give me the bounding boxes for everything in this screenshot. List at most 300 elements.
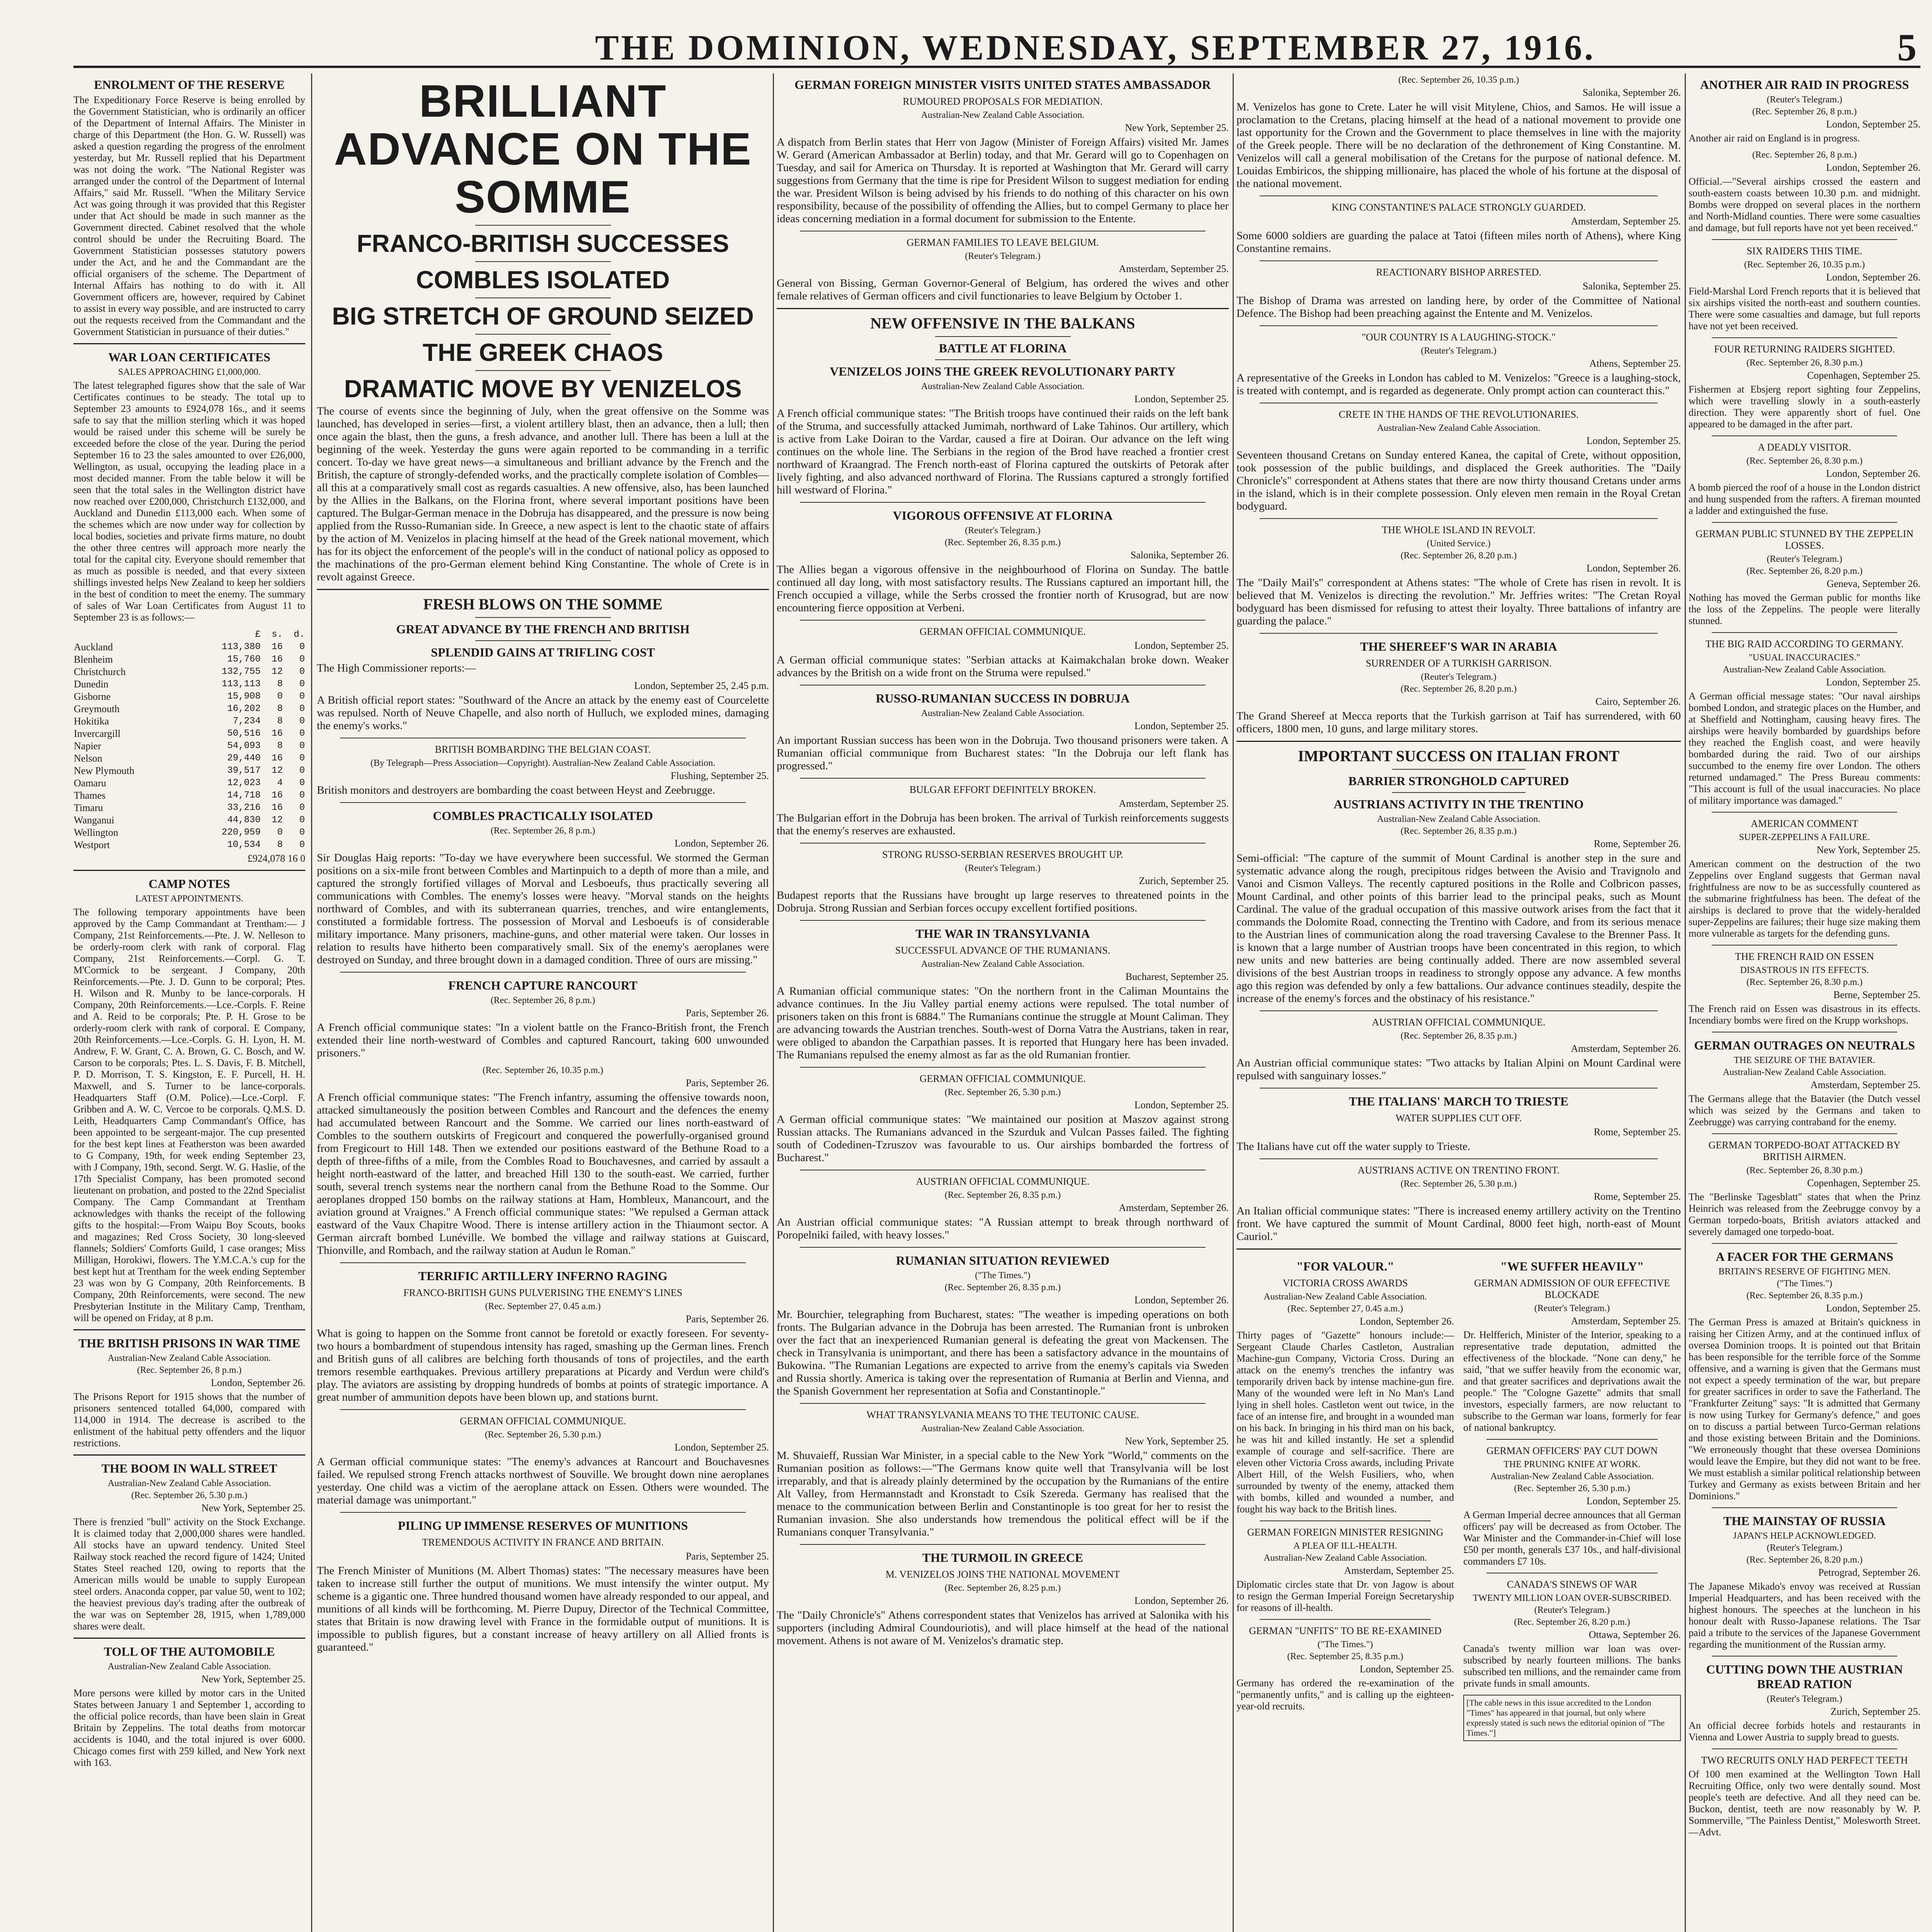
received-time: (Rec. September 26, 8 p.m.): [1752, 150, 1857, 160]
divider: [800, 843, 1206, 844]
article-body: A bomb pierced the roof of a house in the London district and hung suspended from the rafters. A fireman mounted a ladder and extinguished the fuse.: [1689, 482, 1920, 516]
subheadline: JAPAN'S HELP ACKNOWLEDGED.: [1733, 1531, 1876, 1541]
article-body: Field-Marshal Lord French reports that it is believed that six airships visited the north-east and southern counties. There were some casualties and damage, but full reports have not yet been received.: [1689, 286, 1920, 332]
cable-credit: (Reuter's Telegram.): [1767, 1543, 1842, 1553]
headline: "FOR VALOUR.": [1296, 1259, 1395, 1273]
divider: [475, 370, 611, 371]
cable-credit: Australian-New Zealand Cable Association.: [1264, 1292, 1427, 1302]
article-body: Sir Douglas Haig reports: "To-day we have everywhere been successful. We stormed the German positions on a six-mile front between Combles and Martinpuich to a depth of more than a mile, and captured the strongly fortified villages of Morval and Lesboeufs, thus practically severing all communications with Combles. The enemy's losses were heavy. "Morval stands on the heights northward of Combles, and with its subterranean quarries, trenches, and wire entanglements, constituted a formidable fortress. The possession of Morval and Lesboeufs is of considerable military importance. Many prisoners, machine-guns, and other material were taken. Our losses in relation to results have hitherto been comparatively small. Six of the enemy's aeroplanes were destroyed on Sunday, and three brought down in a damaged condition. Three of ours are missing.": [317, 852, 769, 966]
article-body: M. Shuvaieff, Russian War Minister, in a special cable to the New York "World," comments on the Rumanian position as follows:—"The Germans know quite well that Transylvania will be lost irreparably, and that is already plainly determined by the occupation by the Rumanians of the entire Alt Valley, from Hermannstadt and Kronstadt to Csik Szereda. Germany has realised that the menace to the communication between Berlin and Constantinople is too great for her to resist the Rumanian invasion. She also understands how tremendous the political effect will be if the Rumanians conquer Transylvania.": [777, 1449, 1229, 1538]
divider: [800, 502, 1206, 503]
divider: [1712, 239, 1897, 240]
received-time: (Rec. September 26, 5.30 p.m.): [485, 1430, 601, 1440]
article-body: An important Russian success has been won in the Dobruja. Two thousand prisoners were taken. A Rumanian official communique from Bucharest states: "In the Dobruja our left flank has progressed.": [777, 734, 1229, 772]
subheadline: VICTORIA CROSS AWARDS: [1282, 1277, 1408, 1289]
headline: BIG STRETCH OF GROUND SEIZED: [332, 302, 754, 330]
dateline: London, September 26.: [1826, 272, 1920, 283]
dateline: New York, September 25.: [1816, 844, 1920, 855]
divider: [1712, 435, 1897, 436]
divider: [1486, 1439, 1658, 1440]
table-row: New Plymouth 39,517 12 0: [74, 765, 305, 776]
article-body: An official decree forbids hotels and restaurants in Vienna and Lower Austria to supply bread to guests.: [1689, 1720, 1920, 1743]
divider: [317, 589, 769, 590]
received-time: (Rec. September 26, 8.20 p.m.): [1746, 566, 1863, 576]
received-time: (Rec. September 26, 8.20 p.m.): [1514, 1617, 1630, 1627]
divider: [935, 359, 1071, 360]
headline: GERMAN FOREIGN MINISTER RESIGNING: [1247, 1527, 1444, 1538]
headline: REACTIONARY BISHOP ARRESTED.: [1376, 267, 1541, 278]
dateline: Zurich, September 25.: [1139, 875, 1229, 886]
dateline: Rome, September 26.: [1594, 838, 1681, 849]
headline: COMBLES ISOLATED: [416, 266, 670, 294]
column-1: [73, 73, 305, 1932]
headline: COMBLES PRACTICALLY ISOLATED: [433, 809, 653, 823]
divider: [1260, 518, 1658, 519]
dateline: London, September 26.: [1134, 1294, 1229, 1306]
headline: GERMAN OFFICIAL COMMUNIQUE.: [919, 626, 1086, 637]
divider: [1392, 769, 1526, 770]
article-body: A German official message states: "Our naval airships bombed London, and strategic places on the Humber, and at Sheffield and Nottingham, causing heavy fires. The airships were heavily bombarded by guardships before they reached the English coast, and were heavily bombarded during the raid. Two of our airships succumbed to the enemy fire over London. The others returned undamaged." The Press Bureau comments: "This account is full of the usual inaccuracies. No place of military importance was damaged.": [1689, 690, 1920, 806]
dateline: Salonika, September 26.: [1130, 549, 1229, 561]
dateline: New York, September 25.: [1125, 1435, 1229, 1447]
article-body: M. Venizelos has gone to Crete. Later he will visit Mitylene, Chios, and Samos. He will issue a proclamation to the Cretans, placing himself at the head of a national movement to provide one last opportunity for the Crown and the Government to place themselves in line with the majority of the Greek people. There will be no declaration of the dethronement of King Constantine. M. Venizelos will call a general mobilisation of the Cretans for the purpose of national defence. M. Louidas Embiricos, the shipping millionaire, has placed the whole of his fortune at the disposal of the national movement.: [1236, 101, 1681, 190]
advert-body: Of 100 men examined at the Wellington Town Hall Recruiting Office, only two were dentally sound. Most people's teeth are defective. And all they need can be. Buckon, dentist, teeth are now reasonably by W. P. Sommerville, "The Painless Dentist," Molesworth Street.—Advt.: [1689, 1769, 1920, 1838]
divider: [800, 1067, 1206, 1068]
cable-credit: Australian-New Zealand Cable Association.: [921, 110, 1085, 120]
article-body: A German official communique states: "The enemy's advances at Rancourt and Bouchavesnes failed. We repulsed strong French attacks northwest of Souville. We brought down nine aeroplanes yesterday. One child was a victim of the aeroplane attack on Essen. Others were wounded. The material damage was unimportant.": [317, 1456, 769, 1506]
dateline: London, September 25.: [1134, 640, 1229, 651]
column-3: [777, 73, 1229, 1932]
article-body: British monitors and destroyers are bombarding the coast between Heyst and Zeebrugge.: [317, 784, 715, 796]
dateline: Paris, September 25.: [685, 1551, 769, 1562]
column-rule: [1233, 73, 1234, 1932]
headline: GERMAN OUTRAGES ON NEUTRALS: [1694, 1038, 1915, 1052]
headline: CRETE IN THE HANDS OF THE REVOLUTIONARIES.: [1338, 409, 1579, 420]
cable-credit: (Reuter's Telegram.): [1421, 346, 1497, 356]
divider: [1260, 1619, 1431, 1620]
dateline: Rome, September 25.: [1594, 1126, 1681, 1138]
divider: [1712, 1243, 1897, 1244]
article-body: A German Imperial decree announces that all German officers' pay will be decreased as from October. The War Minister and the Commander-in-Chief will lose £50 per month, generals £37 10s., and half-divisional commanders £7 10s.: [1463, 1509, 1681, 1567]
table-row: Oamaru 12,023 4 0: [74, 777, 305, 789]
cable-credit: ("The Times."): [1777, 1279, 1832, 1289]
dateline: London, September 25.: [1826, 677, 1920, 688]
table-row: Auckland 113,380 16 0: [74, 641, 305, 653]
article-body: Official.—"Several airships crossed the eastern and south-eastern coasts between 10.30 p.m. and midnight. Bombs were dropped on several places in the northern and North-Midland counties. There were some casualties and damage, but full reports have not yet been received.": [1689, 176, 1920, 233]
divider: [475, 261, 611, 262]
dateline: Amsterdam, September 26.: [1571, 1043, 1681, 1054]
headline: CAMP NOTES: [148, 877, 230, 891]
headline: ANOTHER AIR RAID IN PROGRESS: [1700, 78, 1909, 92]
headline: THE WHOLE ISLAND IN REVOLT.: [1382, 524, 1536, 536]
dateline: London, September 26.: [674, 838, 769, 849]
subheadline: SALES APPROACHING £1,000,000.: [118, 367, 261, 377]
cable-credit: Australian-New Zealand Cable Association.: [921, 381, 1085, 391]
article-body: A representative of the Greeks in London has cabled to M. Venizelos: "Greece is a laughing-stock, is treated with contempt, and is regarded as degenerate. Only prompt action can counteract this.": [1236, 372, 1681, 397]
subheadline: SUCCESSFUL ADVANCE OF THE RUMANIANS.: [895, 945, 1111, 956]
divider: [1712, 812, 1897, 813]
article-body: The French Minister of Munitions (M. Albert Thomas) states: "The necessary measures have been taken to increase still further the output of munitions. We must intensify the winter output. My scheme is a gigantic one. Three hundred thousand women have already responded to our appeal, and munitions of all kinds will be forthcoming. M. Pierre Dupuy, Director of the Technical Committee, states that Britain is now drawing level with France in the formidable output of munitions. It is impossible to publish figures, but a constant increase of heavy artillery on all Allied fronts is guaranteed.": [317, 1565, 769, 1653]
cable-credit: Australian-New Zealand Cable Association.: [921, 708, 1085, 718]
article-body: A British official report states: "Southward of the Ancre an attack by the enemy east of Courcelette was repulsed. North of Neuve Chapelle, and also north of Hulluch, we exploded mines, damaging the enemy's works.": [317, 694, 769, 732]
divider: [1236, 1248, 1681, 1250]
dateline: Amsterdam, September 25.: [1119, 263, 1229, 274]
column-rule: [773, 73, 774, 1932]
received-time: (Rec. September 27, 0.45 a.m.): [485, 1301, 601, 1311]
dateline: Paris, September 26.: [685, 1313, 769, 1325]
headline: GERMAN OFFICERS' PAY CUT DOWN: [1486, 1445, 1658, 1456]
dateline: London, September 25.: [1586, 435, 1681, 446]
headline: GERMAN PUBLIC STUNNED BY THE ZEPPELIN LOSSES.: [1695, 528, 1914, 551]
headline: RUSSO-RUMANIAN SUCCESS IN DOBRUJA: [876, 691, 1130, 705]
headline: GERMAN "UNFITS" TO BE RE-EXAMINED: [1249, 1625, 1442, 1636]
headline: FRESH BLOWS ON THE SOMME: [423, 595, 663, 613]
article-body: The Japanese Mikado's envoy was received at Russian Imperial Headquarters, and has been received with the highest honours. The speeches at the luncheon in his honour dealt with Russo-Japanese relations. The Tsar paid a tribute to the services of the Japanese Government regarding the munitionment of the Russian army.: [1689, 1581, 1920, 1650]
divider: [800, 778, 1206, 779]
divider: [475, 225, 611, 226]
table-row: Invercargill 50,516 16 0: [74, 728, 305, 739]
article-body: An Austrian official communique states: "A Russian attempt to break through northward of Poropelniki failed, with heavy losses.": [777, 1216, 1229, 1241]
cable-credit: Australian-New Zealand Cable Association.: [1377, 814, 1541, 824]
advert-headline: TWO RECRUITS ONLY HAD PERFECT TEETH: [1701, 1755, 1908, 1766]
table-row: Gisborne 15,908 0 0: [74, 691, 305, 702]
dateline: London, September 26.: [1826, 162, 1920, 173]
received-time: (Rec. September 26, 8 p.m.): [137, 1365, 242, 1375]
divider: [475, 334, 611, 335]
subheadline: FRANCO-BRITISH GUNS PULVERISING THE ENEMY'S LINES: [403, 1287, 682, 1298]
cable-credit: Australian-New Zealand Cable Association.: [1264, 1553, 1427, 1563]
divider: [340, 1262, 746, 1263]
article-body: What is going to happen on the Somme front cannot be foretold or exactly foreseen. For seventy-two hours a bombardment of stupendous intensity has raged, smashing up the German lines. French and British guns of all calibres are belching forth thousands of tons of projectiles, and the earth tremors resemble earthquakes. Previous artillery preparations at Picardy and Verdun were child's play. The aviators are assisting by dropping hundreds of bombs at points of strategic importance. A great number of ammunition depots have been blown up, and stations burnt.: [317, 1327, 769, 1403]
received-time: (Rec. September 26, 8.30 p.m.): [1746, 358, 1863, 368]
cable-credit: (United Service.): [1427, 539, 1491, 549]
table-row: Dunedin 113,113 8 0: [74, 679, 305, 690]
headline: DRAMATIC MOVE BY VENIZELOS: [344, 375, 742, 403]
dateline: Ottawa, September 26.: [1588, 1629, 1681, 1640]
subheadline: M. VENIZELOS JOINS THE NATIONAL MOVEMENT: [885, 1569, 1120, 1580]
dateline: Flushing, September 25.: [670, 770, 769, 781]
article-body: General von Bissing, German Governor-General of Belgium, has ordered the wives and other female relatives of German officers and civil functionaries to leave Belgium by October 1.: [777, 277, 1229, 302]
subheadline: BARRIER STRONGHOLD CAPTURED: [1348, 774, 1569, 788]
cable-credit: Australian-New Zealand Cable Association.: [107, 1662, 271, 1672]
dateline: London, September 26.: [211, 1377, 305, 1388]
dateline: Amsterdam, September 25.: [1571, 216, 1681, 227]
received-time: (Rec. September 26, 8.35 p.m.): [944, 1282, 1061, 1293]
headline: GERMAN FOREIGN MINISTER VISITS UNITED STATES AMBASSADOR: [794, 78, 1211, 92]
article-lead: The High Commissioner reports:—: [317, 662, 476, 674]
divider: [800, 1403, 1206, 1404]
divider: [1260, 260, 1658, 261]
headline: BULGAR EFFORT DEFINITELY BROKEN.: [909, 784, 1096, 795]
cable-credit: (Reuter's Telegram.): [1767, 1694, 1842, 1704]
article-body: The "Berlinske Tagesblatt" states that when the Prinz Heinrich was released from the Zeebrugge convoy by a German torpedo-boats, British aviators attacked and severely damaged one torpedo-boat.: [1689, 1191, 1920, 1237]
article-body: An Austrian official communique states: "Two attacks by Italian Alpini on Mount Cardinal were repulsed with sanguinary losses.": [1236, 1057, 1681, 1082]
headline: THE BRITISH PRISONS IN WAR TIME: [78, 1336, 301, 1350]
article-body: American comment on the destruction of the two Zeppelins over England suggests that German naval frightfulness are now to be as successfully countered as the submarine frightfulness has been. The defeat of the airships is declared to prove that the widely-heralded super-Zeppelins are failures; their huge size making them more vulnerable as targets for the defending guns.: [1689, 858, 1920, 939]
received-time: (Rec. September 26, 5.30 p.m.): [131, 1490, 248, 1500]
table-row: Westport 10,534 8 0: [74, 839, 305, 850]
divider: [73, 870, 305, 871]
article-body: An Italian official communique states: "There is increased enemy artillery activity on the Trentino front. We have captured the summit of Mount Cardinal, 8000 feet high, north-east of Mount Cauriol.": [1236, 1205, 1681, 1243]
headline: STRONG RUSSO-SERBIAN RESERVES BROUGHT UP.: [882, 849, 1123, 860]
headline: THE WAR IN TRANSYLVANIA: [915, 927, 1090, 940]
article-body: The German Press is amazed at Britain's quickness in raising her Citizen Army, and at the continued influx of oversea Dominion troops. It is pointed out that Britain has been responsible for the terrible force of the Somme offensive, and a warning is given that the Germans must not expect a speedy termination of the war, but prepare for greater sacrifices in order to save the Fatherland. The "Frankfurter Zeitung" says: "It is admitted that Germany is now using Turkey for Germany's defence," and goes on to discuss a partial between Turco-German relations and those existing between Britain and the Dominions. "We erroneously thought that these oversea Dominions would leave the Empire, but they did not want to be free. We must establish a similar political relationship between Turkey and Germany as exists between Britain and her Dominions.": [1689, 1316, 1920, 1502]
table-row: Napier 54,093 8 0: [74, 740, 305, 752]
divider: [800, 1247, 1206, 1248]
cable-credit: Australian-New Zealand Cable Association.: [1377, 423, 1541, 433]
subheadline: TREMENDOUS ACTIVITY IN FRANCE AND BRITAIN.: [422, 1537, 664, 1548]
received-time: (Rec. September 26, 5.30 p.m.): [1400, 1179, 1517, 1189]
article-body: The Italians have cut off the water supply to Trieste.: [1236, 1140, 1471, 1153]
subheadline: AUSTRIANS ACTIVITY IN THE TRENTINO: [1333, 797, 1584, 811]
article-body: Budapest reports that the Russians have brought up large reserves to threatened points in the Dobruja. Strong Russian and Serbian forces occupy excellent fortified positions.: [777, 889, 1229, 914]
table-row: Greymouth 16,202 8 0: [74, 703, 305, 714]
cable-credit: (By Telegraph—Press Association—Copyright). Australian-New Zealand Cable Association.: [370, 758, 716, 768]
subcolumn-left: [1236, 1255, 1454, 1741]
cable-credit: ("The Times."): [975, 1270, 1031, 1281]
received-time: (Rec. September 26, 8.25 p.m.): [944, 1583, 1061, 1593]
received-time: (Rec. September 26, 8 p.m.): [1752, 107, 1857, 117]
cable-credit: (Reuter's Telegram.): [1767, 554, 1842, 564]
article-body: A German official communique states: "We maintained our position at Maszov against strong Russian attacks. The Rumanians advanced in the Szurduk and Vulcan Passes failed. The fighting south of Codedinen-Tzruszov was favourable to us. Our airships bombarded the fortress of Bucharest.": [777, 1113, 1229, 1164]
table-row: Thames 14,718 16 0: [74, 790, 305, 801]
table-row: Timaru 33,216 16 0: [74, 802, 305, 813]
page-number: 5: [1897, 26, 1917, 69]
received-time: (Rec. September 26, 8.20 p.m.): [1400, 551, 1517, 561]
dateline: Paris, September 26.: [685, 1077, 769, 1088]
subheadline: SPLENDID GAINS AT TRIFLING COST: [431, 645, 655, 659]
cable-credit: Australian-New Zealand Cable Association.: [107, 1478, 271, 1488]
dateline: London, September 26.: [1826, 468, 1920, 479]
dateline: London, September 25.: [674, 1442, 769, 1453]
subheadline: BRITAIN'S RESERVE OF FIGHTING MEN.: [1718, 1267, 1891, 1277]
cable-credit: Australian-New Zealand Cable Association.: [1723, 665, 1886, 675]
divider: [1260, 1158, 1658, 1159]
column-4: [1236, 73, 1681, 1932]
cable-credit: Australian-New Zealand Cable Association.: [921, 1423, 1085, 1434]
divider: [1712, 337, 1897, 338]
headline: THE BIG RAID ACCORDING TO GERMANY.: [1705, 638, 1904, 650]
dateline: London, September 25, 2.45 p.m.: [634, 680, 769, 691]
received-time: (Rec. September 26, 8.35 p.m.): [1400, 826, 1517, 836]
dateline: Petrograd, September 26.: [1818, 1567, 1920, 1578]
received-time: (Rec. September 26, 8.20 p.m.): [1400, 684, 1517, 694]
headline: GERMAN FAMILIES TO LEAVE BELGIUM.: [906, 237, 1099, 248]
cable-credit: (Reuter's Telegram.): [1534, 1605, 1610, 1615]
dateline: London, September 25.: [1134, 393, 1229, 405]
subheadline: GERMAN ADMISSION OF OUR EFFECTIVE BLOCKADE: [1474, 1277, 1670, 1300]
headline: THE ITALIANS' MARCH TO TRIESTE: [1349, 1094, 1569, 1108]
headline: THE SHEREEF'S WAR IN ARABIA: [1360, 639, 1557, 653]
table-row: Christchurch 132,755 12 0: [74, 666, 305, 677]
article-body: Thirty pages of "Gazette" honours include:— Sergeant Claude Charles Castleton, Australian Machine-gun Company, Victoria Cross. During an attack on the enemy's trenches the infantry was temporarily driven back by intense machine-gun fire. Many of the wounded were left in No Man's Land lying in shell holes. Castleton went out twice, in the face of an intense fire, and brought in a wounded man on his back. In bringing in his third man on his back, he was hit and killed instantly. He set a splendid example of courage and self-sacrifice. There are eleven other Victoria Cross awards, including Private Albert Hill, of the Welsh Fusiliers, who, when surrounded by twenty of the enemy, attacked them with bombs, killed and wounded a number, and fought his way back to the British lines.: [1236, 1330, 1454, 1515]
divider: [1712, 945, 1897, 946]
headline: "OUR COUNTRY IS A LAUGHING-STOCK.": [1362, 332, 1556, 343]
dateline: New York, September 25.: [1125, 122, 1229, 133]
cable-credit: Australian-New Zealand Cable Association.: [1490, 1471, 1654, 1481]
subheadline: THE SEIZURE OF THE BATAVIER.: [1734, 1055, 1875, 1065]
received-time: (Rec. September 26, 10.35 p.m.): [1744, 260, 1865, 270]
article-body: The French raid on Essen was disastrous in its effects. Incendiary bombs were fired on the Krupp workshops.: [1689, 1003, 1920, 1026]
column-5: [1689, 73, 1920, 1932]
dateline: Amsterdam, September 25.: [1344, 1565, 1454, 1576]
headline: RUMANIAN SITUATION REVIEWED: [896, 1253, 1110, 1267]
divider: [1260, 1520, 1431, 1521]
dateline: New York, September 25.: [201, 1673, 305, 1685]
subheadline: WATER SUPPLIES CUT OFF.: [1395, 1112, 1522, 1124]
divider: [1392, 792, 1526, 793]
table-header: £ s. d.: [255, 629, 305, 640]
divider: [340, 1512, 746, 1513]
dateline: Amsterdam, September 25.: [1119, 798, 1229, 809]
headline: WHAT TRANSYLVANIA MEANS TO THE TEUTONIC CAUSE.: [866, 1409, 1139, 1420]
dateline: Rome, September 25.: [1594, 1191, 1681, 1202]
subcolumn-right: [1463, 1255, 1681, 1741]
divider: [1260, 633, 1658, 634]
divider: [1260, 325, 1658, 326]
headline: A DEADLY VISITOR.: [1758, 442, 1851, 453]
divider: [1236, 741, 1681, 742]
received-time: (Rec. September 26, 8.35 p.m.): [1400, 1031, 1517, 1041]
received-time: (Rec. September 27, 0.45 a.m.): [1287, 1304, 1403, 1314]
dateline: Copenhagen, September 25.: [1807, 1177, 1920, 1189]
divider: [475, 640, 611, 641]
dateline: London, September 25.: [1134, 720, 1229, 731]
dateline: Salonika, September 26.: [1582, 87, 1681, 98]
divider: [340, 1409, 746, 1410]
table-row: Wellington 220,959 0 0: [74, 827, 305, 838]
article-body: The Bishop of Drama was arrested on landing here, by order of the Committee of National Defence. The Bishop had been preaching against the Entente and M. Venizelos.: [1236, 294, 1681, 320]
subheadline: GREAT ADVANCE BY THE FRENCH AND BRITISH: [396, 622, 690, 636]
dateline: Zurich, September 25.: [1830, 1706, 1920, 1717]
table-row: Blenheim 15,760 16 0: [74, 654, 305, 665]
masthead: [73, 15, 1920, 68]
subheadline: LATEST APPOINTMENTS.: [135, 894, 243, 904]
dateline: Amsterdam, September 26.: [1119, 1202, 1229, 1213]
article-body: The "Daily Chronicle's" Athens correspondent states that Venizelos has arrived at Salonika with his supporters (including Admiral Coundouriotis), and will place himself at the head of the national movement. Athens is not aware of M. Venizelos's dramatic step.: [777, 1609, 1229, 1647]
headline: GERMAN OFFICIAL COMMUNIQUE.: [919, 1073, 1086, 1084]
article-body: Canada's twenty million war loan was over-subscribed by nearly fourteen millions. The banks subscribed ten millions, and the remainder came from private funds in small amounts.: [1463, 1643, 1681, 1689]
cable-credit: (Reuter's Telegram.): [1421, 672, 1497, 682]
divider: [1260, 1010, 1658, 1011]
received-time: (Rec. September 26, 8.35 p.m.): [1746, 1291, 1863, 1301]
article-body: The Prisons Report for 1915 shows that the number of prisoners sentenced totalled 64,000, compared with 114,000 in 1914. The decrease is ascribed to the enlistment of the habitual petty offenders and the liquor restrictions.: [73, 1391, 305, 1449]
divider: [340, 972, 746, 973]
headline: A FACER FOR THE GERMANS: [1716, 1250, 1893, 1264]
table-row: Hokitika 7,234 8 0: [74, 716, 305, 727]
divider: [777, 308, 1229, 309]
main-headline: BRILLIANT ADVANCE ON THE SOMME: [334, 76, 752, 223]
article-body: Nothing has moved the German public for months like the loss of the Zeppelins. The people were literally stunned.: [1689, 592, 1920, 626]
article-body: The Expeditionary Force Reserve is being enrolled by the Government Statistician, who is ordinarily an officer of the Department of Internal Affairs. The Minister in charge of this Department (the Hon. G. W. Russell) was asked a question regarding the progress of the enrolment yesterday, but Mr. Russell replied that his Department was not doing the work. "The National Register was arranged under the control of the Department of Internal Affairs," said Mr. Russell. "When the Military Service Act was going through it was provided that this Register under that Act should be made in such manner as the Government directed. Cabinet resolved that the whole control should be under the Recruiting Board. The Government Statistician possesses statutory powers under the Act, and he and the Commandant are the official organisers of the scheme. The Department of Internal Affairs has nothing to do with it. All Government officers are, however, required by Cabinet to assist in every way possible, and are instructed to carry out the requests received from the Commandant and the Government Statistician in pursuance of their duties.": [73, 94, 305, 337]
article-body: More persons were killed by motor cars in the United States between January 1 and September 1, according to the official police records, than have been slain in Great Britain by Zeppelins. The total deaths from motorcar accidents is 1040, and the total injured is over 6000. Chicago comes first with 259 killed, and New York next with 163.: [73, 1687, 305, 1768]
divider: [475, 617, 611, 618]
table-row: Nelson 29,440 16 0: [74, 753, 305, 764]
article-body: The "Daily Mail's" correspondent at Athens states: "The whole of Crete has risen in revolt. It is believed that M. Venizelos is directing the revolution." Mr. Jeffries writes: "The Cretan Royal bodyguard has been dismissed for refusing to attest their loyalty. Three battalions of infantry are guarding the palace.": [1236, 577, 1681, 627]
split-section: [1236, 1255, 1681, 1741]
article-body: Semi-official: "The capture of the summit of Mount Cardinal is another step in the sure and systematic advance along the rough, precipitous ridges between the Avisio and Travignolo and Vanoi and Cismon Valleys. The recently captured positions in the Rolle and Colbricon passes, Mount Cardinal, and other points of this barrier lead to the principal peaks, such as Mount Cardinal. The value of the gradual occupation of this massive outwork arises from the fact that it commands the Dolomite Road, connecting the Trentino with Cadore, and from its serious menace to the Austrian lines of communication along the road traversing Cavalese to the Brenner Pass. It is known that a large number of Austrian troops have been concentrated in this region, to which new units and new batteries are being continually added. There are now assembled several divisions of the best Austrian troops in readiness to strongly oppose any advance. A few months ago this region was defended by only a few battalions. Our advance continues steadily, despite the increase of the enemy's forces and the obstinacy of his resistance.": [1236, 852, 1681, 1005]
table-row: Wanganui 44,830 12 0: [74, 815, 305, 826]
dateline: Paris, September 26.: [685, 1007, 769, 1019]
received-time: (Rec. September 26, 8.30 p.m.): [1746, 456, 1863, 466]
headline: GERMAN OFFICIAL COMMUNIQUE.: [459, 1415, 626, 1427]
headline: BRITISH BOMBARDING THE BELGIAN COAST.: [435, 744, 651, 755]
received-time: (Rec. September 26, 8.20 p.m.): [1746, 1555, 1863, 1565]
cable-credit: Australian-New Zealand Cable Association.: [921, 959, 1085, 969]
article-body: The course of events since the beginning of July, when the great offensive on the Somme was launched, has developed in series—first, a violent artillery blast, then an advance, then a lull; then once again the blast, then the guns, a fresh advance, and another lull. There has been a lull at the beginning of the week. Yesterday the guns were again reported to be commanding in a terrific concert. To-day we have great news—a simultaneous and brilliant advance by the French and the British, the capture of strongly-defended works, and the practically complete isolation of Combles—all this at a comparatively small cost as regards casualties. A new offensive, also, has been launched by the Allies in the Balkans, on the Florina front, where several important positions have been captured. The Bulgar-German menace in the Dobruja has disappeared, and the pressure is now being applied from the Russo-Rumanian side. In Greece, a new aspect is lent to the chaotic state of affairs by the action of M. Venizelos in placing himself at the head of the Greek national movement, which has for its object the enforcement of the people's will in the conduct of national policy as opposed to the machinations of the pro-German element behind King Constantine. The whole of Crete is in revolt against Greece.: [317, 405, 769, 583]
dateline: London, September 25.: [1826, 1303, 1920, 1314]
divider: [73, 343, 305, 344]
article-body: A dispatch from Berlin states that Herr von Jagow (Minister of Foreign Affairs) visited Mr. James W. Gerard (American Ambassador at Berlin) today, and that Mr. Gerard will go to Copenhagen on Tuesday, and sail for America on Thursday. It is reported at Washington that Mr. Gerard will carry suggestions from Germany that the time is ripe for President Wilson to suggest mediation for ending the war. President Wilson is being advised by his friends to do nothing of this character on his own responsibility, because of the possibility of offending the Allies, but to compel Germany to place her ideas concerning mediation in a formal document for submission to the Entente.: [777, 136, 1229, 225]
divider: [73, 1454, 305, 1456]
column-2: [317, 73, 769, 1932]
dateline: London, September 25.: [1134, 1099, 1229, 1111]
received-time: (Rec. September 26, 10.35 p.m.): [482, 1065, 604, 1075]
cable-credit: (Reuter's Telegram.): [965, 863, 1041, 873]
dateline: Athens, September 25.: [1589, 358, 1681, 369]
headline: WAR LOAN CERTIFICATES: [108, 350, 270, 364]
article-body: Germany has ordered the re-examination of the "permanently unfits," and is calling up the eighteen-year-old recruits.: [1236, 1677, 1454, 1712]
headline: TOLL OF THE AUTOMOBILE: [104, 1645, 275, 1658]
article-body: Fishermen at Ebsjerg report sighting four Zeppelins, which were travelling slowly in a south-easterly direction. They were apparently short of fuel. One appeared to be damaged in the after part.: [1689, 384, 1920, 430]
subheadline: THE PRUNING KNIFE AT WORK.: [1503, 1459, 1641, 1469]
dateline: London, September 25.: [1359, 1663, 1454, 1675]
divider: [73, 1329, 305, 1330]
headline: FRANCO-BRITISH SUCCESSES: [357, 230, 729, 257]
received-time: (Rec. September 26, 8.35 p.m.): [944, 537, 1061, 548]
headline: FRENCH CAPTURE RANCOURT: [448, 978, 638, 992]
dateline: New York, September 25.: [201, 1502, 305, 1514]
article-body: The Germans allege that the Batavier (the Dutch vessel which was seized by the Germans and taken to Zeebrugge) was carrying contraband for the enemy.: [1689, 1093, 1920, 1128]
divider: [73, 1638, 305, 1639]
dateline: Amsterdam, September 25.: [1571, 1315, 1681, 1327]
column-rule: [1685, 73, 1686, 1932]
dateline: Berne, September 25.: [1833, 989, 1920, 1000]
cable-credit: ("The Times."): [1317, 1639, 1373, 1650]
table-total: £924,078 16 0: [247, 853, 305, 864]
subheadline: BATTLE AT FLORINA: [939, 341, 1067, 355]
article-body: The Bulgarian effort in the Dobruja has been broken. The arrival of Turkish reinforcements suggests that the enemy's reserves are exhausted.: [777, 812, 1229, 837]
article-body: A French official communique states: "The British troops have continued their raids on the left bank of the Struma, and successfully attacked Jumimah, northward of Lake Tahinos. Our artillery, which is active from Lake Doiran to the Vardar, caused a fire at Doiran. Our advance on the left wing continues on the whole line. The Serbians in the region of the Brod have reached a frontier crest northward of Kraangrad. The French north-east of Florina captured the outskirts of Petorak after lively fighting, and also advanced northward of Florina. The Russians captured a strongly fortified hill westward of Florina.": [777, 407, 1229, 496]
subheadline: "USUAL INACCURACIES.": [1748, 653, 1861, 663]
war-loan-table: [73, 629, 305, 851]
headline: TERRIFIC ARTILLERY INFERNO RAGING: [418, 1269, 668, 1283]
headline: KING CONSTANTINE'S PALACE STRONGLY GUARDED.: [1332, 202, 1586, 213]
article-body: The latest telegraphed figures show that the sale of War Certificates continues to be steady. The total up to September 23 amounts to £924,078 16s., and it seems safe to say that the million sterling which it was hoped would be raised under this scheme will be surely be exceeded before the close of the year. During the period September 16 to 23 the sales amounted to over £26,000, Wellington, as usual, occupying the leading place in a most decided manner. From the table below it will be seen that the total sales in the Wellington district have now reached over £200,000, Christchurch £132,000, and Auckland and Dunedin £113,000 each. When some of the schemes which are now under way for collection by local bodies, societies and private firms mature, no doubt the other three centres will approach more nearly the total for the capital city. Everyone should remember that as much as possible is needed, and that every sixteen shillings invested helps New Zealand to keep her soldiers in the best of condition to meet the enemy. The summary of sales of War Loan Certificates from August 11 to September 23 is as follows:—: [73, 380, 305, 623]
headline: GERMAN TORPEDO-BOAT ATTACKED BY BRITISH AIRMEN.: [1708, 1139, 1901, 1162]
article-body: Mr. Bourchier, telegraphing from Bucharest, states: "The weather is impeding operations on both fronts. The Bulgarian advance in the Dobruja has been arrested. The Rumanian front is unbroken over the fact that an inexperienced Rumanian general is defeating the great von Mackensen. The check in Transylvania is unimportant, and there has been a satisfactory advance in the mountains of Bukowina. "The Rumanian Legations are expected to arrive from the enemy's capitals via Sweden and Russia shortly. America is taking over the representation of Rumania at Berlin and Vienna, and the Spanish Government her representation at Sofia and Constantinople.": [777, 1308, 1229, 1397]
article-body: A German official communique states: "Serbian attacks at Kaimakchalan broke down. Weaker advances by the British on a wide front on the Struma were repulsed.": [777, 654, 1229, 679]
headline: AMERICAN COMMENT: [1750, 818, 1859, 829]
headline: THE GREEK CHAOS: [422, 338, 663, 366]
article-body: The Allies began a vigorous offensive in the neighbourhood of Florina on Sunday. The battle continued all day long, with most satisfactory results. The Russians captured an important hill, the French occupied a village, while the Serbs crossed the frontier north of Krusograd, but are now encountering fierce opposition at Verbeni.: [777, 563, 1229, 614]
divider: [935, 336, 1071, 337]
headline: CANADA'S SINEWS OF WAR: [1507, 1579, 1638, 1590]
headline: AUSTRIAN OFFICIAL COMMUNIQUE.: [916, 1176, 1090, 1187]
subheadline: DISASTROUS IN ITS EFFECTS.: [1740, 965, 1869, 975]
headline: ENROLMENT OF THE RESERVE: [94, 78, 285, 92]
received-time: (Rec. September 26, 8.30 p.m.): [1746, 977, 1863, 987]
article-body: Seventeen thousand Cretans on Sunday entered Kanea, the capital of Crete, without opposition, took possession of the public buildings, and displaced the Greek authorities. The "Daily Chronicle's" correspondent at Athens states that there are now thirty thousand Cretans under arms in the island, which is in their complete possession. Only eleven men remain in the Royal Cretan bodyguard.: [1236, 449, 1681, 512]
article-body: A Rumanian official communique states: "On the northern front in the Caliman Mountains the advance continues. In the Jiu Valley partial enemy actions were repulsed. The total number of prisoners taken on this front is 6884." The Rumanians continue the struggle at Mount Caliman. They are advancing towards the Austrian trenches. South-west of Dorna Vatra the Austrians, taken in rear, were obliged to abandon the Carpathian passes. It is reported that Hungary here has been invaded. The Rumanians repulsed the enemy almost as far as the old Rumanian frontier.: [777, 985, 1229, 1061]
headline: VIGOROUS OFFENSIVE AT FLORINA: [893, 509, 1113, 522]
article-body: The Grand Shereef at Mecca reports that the Turkish garrison at Taif has surrendered, with 60 officers, 1800 men, 10 guns, and large military stores.: [1236, 710, 1681, 735]
headline: THE MAINSTAY OF RUSSIA: [1723, 1514, 1886, 1528]
headline: THE BOOM IN WALL STREET: [101, 1461, 277, 1475]
subheadline: VENIZELOS JOINS THE GREEK REVOLUTIONARY PARTY: [830, 364, 1176, 378]
article-body: Diplomatic circles state that Dr. von Jagow is about to resign the German Imperial Foreign Secretaryship for reasons of ill-health.: [1236, 1579, 1454, 1613]
headline: NEW OFFENSIVE IN THE BALKANS: [870, 315, 1135, 332]
